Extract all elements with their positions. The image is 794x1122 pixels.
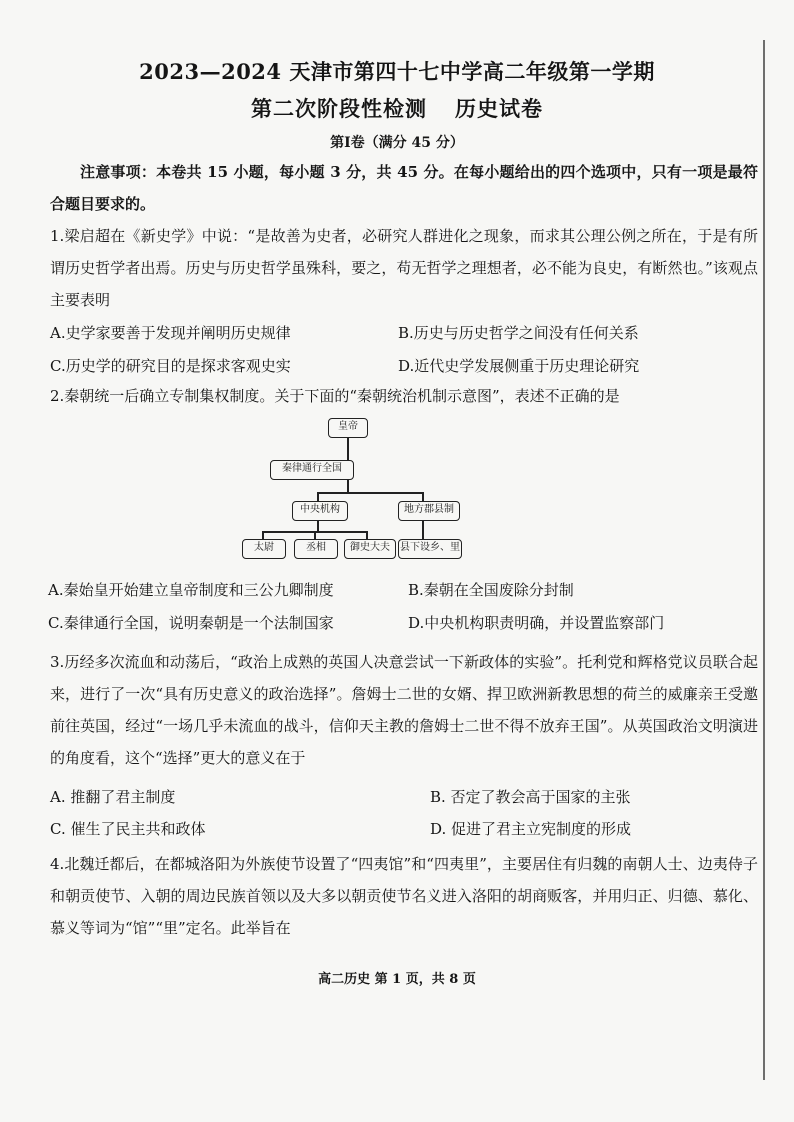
- diagram-chancellor-box: 丞相: [294, 539, 338, 559]
- section-title: 第Ⅰ卷（满分 45 分）: [330, 135, 464, 151]
- diagram-connector: [317, 492, 319, 501]
- q2-option-a: A.秦始皇开始建立皇帝制度和三公九卿制度: [48, 581, 334, 599]
- diagram-connector: [262, 531, 264, 539]
- diagram-county-box: 县下设乡、里: [398, 539, 462, 559]
- diagram-connector: [347, 479, 349, 492]
- q1-option-c: C.历史学的研究目的是探求客观史实: [50, 357, 291, 375]
- diagram-connector: [314, 531, 316, 539]
- diagram-emperor-box: 皇帝: [328, 418, 368, 438]
- q1-option-a: A.史学家要善于发现并阐明历史规律: [50, 324, 291, 342]
- diagram-central-box: 中央机构: [292, 501, 348, 521]
- instructions: [50, 156, 758, 220]
- diagram-connector: [366, 531, 368, 539]
- exam-subtitle: [0, 93, 794, 123]
- question-2-stem: 2.秦朝统一后确立专制集权制度。关于下面的“秦朝统治机制示意图”，表述不正确的是: [50, 387, 620, 405]
- q3-option-c: C. 催生了民主共和政体: [50, 820, 206, 838]
- q2-option-c: C.秦律通行全国，说明秦朝是一个法制国家: [48, 614, 334, 632]
- scan-edge-line: [763, 40, 765, 1080]
- q3-option-b: B. 否定了教会高于国家的主张: [430, 788, 631, 806]
- q1-option-b: B.历史与历史哲学之间没有任何关系: [398, 324, 639, 342]
- diagram-taiwei-box: 太尉: [242, 539, 286, 559]
- q2-option-d: D.中央机构职责明确，并设置监察部门: [408, 614, 665, 632]
- q2-option-b: B.秦朝在全国废除分封制: [408, 581, 574, 599]
- subtitle-left: 第二次阶段性检测: [251, 96, 427, 121]
- diagram-connector: [317, 521, 319, 531]
- page-footer: 高二历史 第 1 页，共 8 页: [318, 972, 476, 987]
- diagram-local-box: 地方郡县制: [398, 501, 460, 521]
- exam-title: 2023—2024 天津市第四十七中学高二年级第一学期: [139, 59, 655, 84]
- diagram-connector: [422, 492, 424, 501]
- q1-option-d: D.近代史学发展侧重于历史理论研究: [398, 357, 640, 375]
- instructions-text: 本卷共 15 小题，每小题 3 分，共 45 分。在每小题给出的四个选项中，只有一项是最符合题目要求的。: [50, 163, 758, 213]
- question-1-stem: 1.梁启超在《新史学》中说：“是故善为史者，必研究人群进化之现象，而求其公理公例之所在，于是有所谓历史哲学者出焉。历史与历史哲学虽殊科，要之，苟无哲学之理想者，必不能为良史，有断然也。”该观点主要表明: [50, 227, 758, 309]
- diagram-connector: [347, 438, 349, 460]
- diagram-censor-box: 御史大夫: [344, 539, 396, 559]
- q3-option-a: A. 推翻了君主制度: [50, 788, 176, 806]
- diagram-connector: [317, 492, 422, 494]
- question-4-stem: 4.北魏迁都后，在都城洛阳为外族使节设置了“四夷馆”和“四夷里”，主要居住有归魏的南朝人士、边夷侍子和朝贡使节、入朝的周边民族首领以及大多以朝贡使节名义进入洛阳的胡商贩客，并用归正、归德、慕化、慕义等词为“馆”“里”定名。此举旨在: [50, 855, 758, 937]
- question-3-stem: 3.历经多次流血和动荡后，“政治上成熟的英国人决意尝试一下新政体的实验”。托利党和辉格党议员联合起来，进行了一次“具有历史意义的政治选择”。詹姆士二世的女婿、捍卫欧洲新教思想的荷兰的威廉亲王受邀前往英国，经过“一场几乎未流血的战斗，信仰天主教的詹姆士二世不得不放弃王国”。从英国政治文明演进的角度看，这个“选择”更大的意义在于: [50, 653, 758, 767]
- instructions-label: 注意事项：: [80, 163, 157, 181]
- subtitle-right: 历史试卷: [455, 96, 543, 121]
- qin-governance-diagram: [254, 418, 472, 564]
- diagram-law-box: 秦律通行全国: [270, 460, 354, 480]
- q3-option-d: D. 促进了君主立宪制度的形成: [430, 820, 632, 838]
- diagram-connector: [422, 521, 424, 539]
